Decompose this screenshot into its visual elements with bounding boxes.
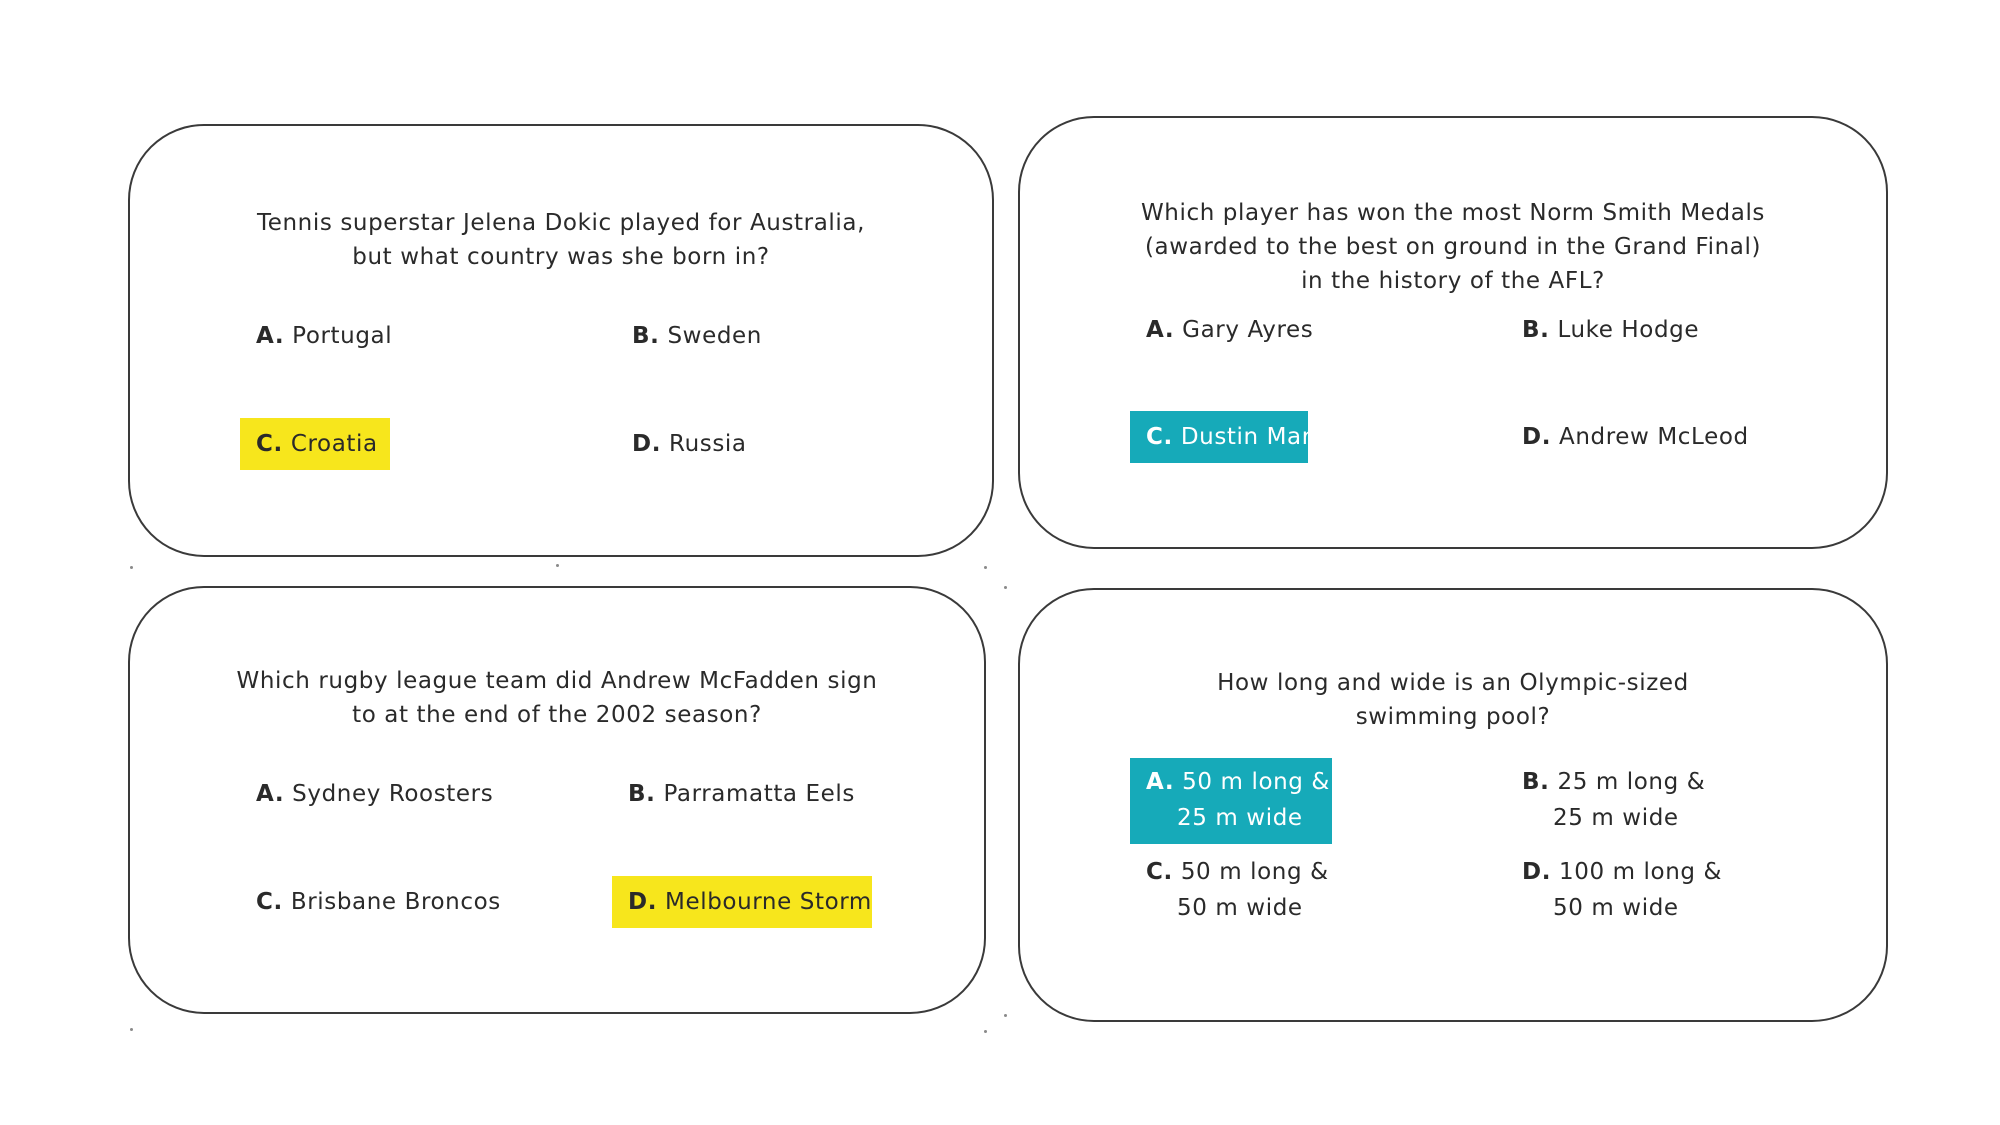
question-text [1020, 196, 1886, 298]
option-d[interactable] [616, 418, 763, 470]
option-b[interactable] [616, 310, 778, 362]
option-letter: A. [1146, 317, 1175, 343]
option-label: Croatia [290, 431, 378, 457]
option-label: Russia [669, 431, 747, 457]
quiz-card-olympic-pool [1018, 588, 1888, 1022]
option-b[interactable] [612, 768, 871, 820]
crop-mark [1004, 586, 1007, 589]
option-a-correct-answer[interactable] [1130, 758, 1332, 844]
question-line: to at the end of the 2002 season? [352, 702, 762, 728]
option-label: Dustin Martin [1180, 424, 1344, 450]
question-line: How long and wide is an Olympic-sized [1217, 670, 1689, 696]
option-label-line: 50 m long & [1180, 859, 1329, 885]
option-label: Portugal [292, 323, 393, 349]
question-line: Which rugby league team did Andrew McFadden sign [236, 668, 878, 694]
crop-mark [984, 566, 987, 569]
crop-mark [1004, 1014, 1007, 1017]
option-label-line: 50 m long & [1182, 769, 1330, 795]
option-letter: D. [632, 431, 662, 457]
option-c-correct-answer[interactable] [240, 418, 390, 470]
option-c-correct-answer[interactable] [1130, 411, 1344, 463]
option-label-line: 50 m wide [1553, 895, 1679, 921]
option-label: Parramatta Eels [663, 781, 855, 807]
option-a[interactable] [240, 768, 509, 820]
crop-mark [130, 1028, 133, 1031]
option-letter: D. [1522, 859, 1552, 885]
question-line: but what country was she born in? [352, 244, 770, 270]
quiz-card-norm-smith [1018, 116, 1888, 549]
option-d[interactable] [1506, 411, 1765, 463]
option-label: Sydney Roosters [292, 781, 494, 807]
option-c[interactable] [1130, 848, 1345, 934]
question-line: (awarded to the best on ground in the Grand Final) [1144, 234, 1762, 260]
question-line: Tennis superstar Jelena Dokic played for Australia, [256, 210, 865, 236]
option-c[interactable] [240, 876, 517, 928]
option-letter: C. [256, 431, 283, 457]
question-text [130, 206, 992, 274]
question-line: swimming pool? [1355, 704, 1551, 730]
option-label-line: 50 m wide [1177, 895, 1303, 921]
option-b[interactable] [1506, 758, 1721, 844]
option-letter: D. [1522, 424, 1552, 450]
crop-mark [556, 564, 559, 567]
option-label: Melbourne Storm [665, 889, 872, 915]
option-letter: A. [256, 781, 285, 807]
option-letter: C. [256, 889, 283, 915]
option-d-correct-answer[interactable] [612, 876, 872, 928]
quiz-card-mcfadden [128, 586, 986, 1014]
option-d[interactable] [1506, 848, 1738, 934]
option-letter: A. [1146, 769, 1175, 795]
crop-mark [130, 566, 133, 569]
option-label: Luke Hodge [1557, 317, 1700, 343]
option-label-line: 25 m long & [1557, 769, 1706, 795]
option-label-line: 25 m wide [1553, 805, 1679, 831]
option-label: Gary Ayres [1182, 317, 1314, 343]
quiz-card-dokic [128, 124, 994, 557]
option-letter: B. [1522, 769, 1550, 795]
option-label-line: 100 m long & [1559, 859, 1723, 885]
option-letter: B. [1522, 317, 1550, 343]
option-letter: B. [628, 781, 656, 807]
option-label: Andrew McLeod [1559, 424, 1749, 450]
option-letter: C. [1146, 859, 1173, 885]
question-line: Which player has won the most Norm Smith Medals [1140, 200, 1766, 226]
question-line: in the history of the AFL? [1301, 268, 1605, 294]
option-label: Sweden [667, 323, 762, 349]
option-letter: D. [628, 889, 658, 915]
option-b[interactable] [1506, 304, 1715, 356]
option-a[interactable] [1130, 304, 1329, 356]
option-a[interactable] [240, 310, 408, 362]
question-text [1020, 666, 1886, 734]
option-letter: A. [256, 323, 285, 349]
option-letter: B. [632, 323, 660, 349]
option-label: Brisbane Broncos [290, 889, 501, 915]
option-letter: C. [1146, 424, 1173, 450]
crop-mark [984, 1030, 987, 1033]
question-text [130, 664, 984, 732]
option-label-line: 25 m wide [1177, 805, 1303, 831]
